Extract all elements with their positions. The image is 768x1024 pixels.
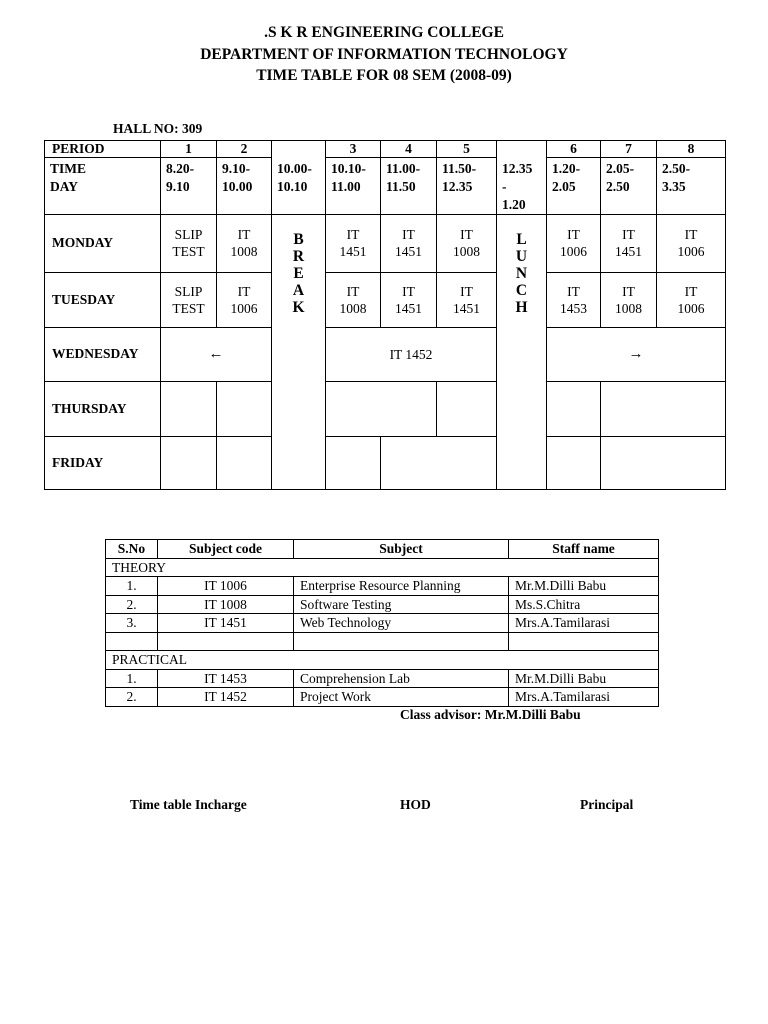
code-cell: IT 1452 (158, 688, 294, 707)
day-name: MONDAY (45, 214, 161, 272)
code-cell: IT 1453 (158, 669, 294, 688)
empty-cell (547, 381, 601, 436)
time-slot: 2.50- 3.35 (657, 158, 726, 215)
code-cell: IT 1451 (158, 614, 294, 633)
time-day-label (45, 158, 161, 215)
table-row (106, 595, 659, 614)
period-number: 1 (161, 141, 217, 158)
day-row-tuesday (45, 272, 726, 327)
empty-cell (161, 381, 217, 436)
day-row-wednesday (45, 327, 726, 381)
break-header-cell (272, 141, 326, 158)
left-arrow-icon: ← (161, 327, 272, 381)
period-label: PERIOD (45, 141, 161, 158)
empty-cell (601, 436, 726, 489)
lunch-column: L U N C H (497, 214, 547, 489)
lunch-time: 12.35 - 1.20 (497, 158, 547, 215)
code-cell: IT 1008 (158, 595, 294, 614)
subject-table-header (106, 540, 659, 559)
sno-cell: 1. (106, 669, 158, 688)
time-row (45, 158, 726, 215)
class-cell: IT 1006 (217, 272, 272, 327)
lunch-header-cell (497, 141, 547, 158)
class-cell: IT 1006 (657, 214, 726, 272)
class-cell: IT 1451 (381, 214, 437, 272)
class-cell: IT 1451 (381, 272, 437, 327)
signature-incharge: Time table Incharge (130, 797, 247, 812)
timetable-title: TIME TABLE FOR 08 SEM (2008-09) (256, 67, 512, 84)
empty-cell (547, 436, 601, 489)
class-cell: SLIP TEST (161, 272, 217, 327)
empty-cell (217, 436, 272, 489)
class-advisor: Class advisor: Mr.M.Dilli Babu (400, 707, 581, 722)
empty-cell (601, 381, 726, 436)
column-header: Subject (294, 540, 509, 559)
class-cell: IT 1008 (326, 272, 381, 327)
period-number: 4 (381, 141, 437, 158)
staff-cell: Mrs.A.Tamilarasi (509, 688, 659, 707)
sno-cell: 3. (106, 614, 158, 633)
day-name: TUESDAY (45, 272, 161, 327)
staff-cell: Mr.M.Dilli Babu (509, 669, 659, 688)
class-cell: IT 1008 (217, 214, 272, 272)
empty-cell (437, 381, 497, 436)
table-row (106, 614, 659, 633)
college-name: .S K R ENGINEERING COLLEGE (264, 24, 504, 41)
subject-cell: Comprehension Lab (294, 669, 509, 688)
class-cell: IT 1451 (326, 214, 381, 272)
time-slot: 11.00- 11.50 (381, 158, 437, 215)
sno-cell: 1. (106, 577, 158, 596)
class-cell: IT 1008 (601, 272, 657, 327)
column-header: Subject code (158, 540, 294, 559)
subject-cell: Project Work (294, 688, 509, 707)
staff-cell: Mrs.A.Tamilarasi (509, 614, 659, 633)
staff-cell: Mr.M.Dilli Babu (509, 577, 659, 596)
period-number: 2 (217, 141, 272, 158)
time-slot: 10.10- 11.00 (326, 158, 381, 215)
day-row-friday (45, 436, 726, 489)
class-cell: IT 1451 (601, 214, 657, 272)
table-row (106, 669, 659, 688)
empty-cell (381, 436, 497, 489)
class-cell: IT 1006 (657, 272, 726, 327)
table-row (106, 577, 659, 596)
period-number: 7 (601, 141, 657, 158)
column-header: S.No (106, 540, 158, 559)
empty-row (106, 632, 659, 651)
time-slot: 2.05- 2.50 (601, 158, 657, 215)
sno-cell: 2. (106, 688, 158, 707)
time-slot: 8.20- 9.10 (161, 158, 217, 215)
period-number: 6 (547, 141, 601, 158)
table-row (106, 688, 659, 707)
class-cell: IT 1006 (547, 214, 601, 272)
empty-cell (326, 436, 381, 489)
time-slot: 1.20- 2.05 (547, 158, 601, 215)
day-name: WEDNESDAY (45, 327, 161, 381)
timetable (44, 140, 726, 490)
class-cell: SLIP TEST (161, 214, 217, 272)
department-name: DEPARTMENT OF INFORMATION TECHNOLOGY (200, 46, 568, 63)
subject-cell: Web Technology (294, 614, 509, 633)
section-label: PRACTICAL (106, 651, 659, 670)
section-row-theory (106, 558, 659, 577)
column-header: Staff name (509, 540, 659, 559)
signature-principal: Principal (580, 797, 634, 812)
section-row-practical (106, 651, 659, 670)
day-name: FRIDAY (45, 436, 161, 489)
day-name: THURSDAY (45, 381, 161, 436)
subject-table (105, 539, 659, 707)
signature-hod: HOD (400, 797, 431, 812)
day-row-monday (45, 214, 726, 272)
class-cell: IT 1453 (547, 272, 601, 327)
period-number: 5 (437, 141, 497, 158)
right-arrow-icon: → (547, 327, 726, 381)
code-cell: IT 1006 (158, 577, 294, 596)
class-cell: IT 1451 (437, 272, 497, 327)
break-time: 10.00- 10.10 (272, 158, 326, 215)
empty-cell (326, 381, 437, 436)
period-number: 3 (326, 141, 381, 158)
period-number: 8 (657, 141, 726, 158)
staff-cell: Ms.S.Chitra (509, 595, 659, 614)
time-slot: 9.10- 10.00 (217, 158, 272, 215)
subject-cell: Enterprise Resource Planning (294, 577, 509, 596)
hall-number: HALL NO: 309 (113, 121, 203, 136)
section-label: THEORY (106, 558, 659, 577)
empty-cell (161, 436, 217, 489)
break-column: B R E A K (272, 214, 326, 489)
sno-cell: 2. (106, 595, 158, 614)
class-cell: IT 1008 (437, 214, 497, 272)
period-row (45, 141, 726, 158)
subject-cell: Software Testing (294, 595, 509, 614)
day-row-thursday (45, 381, 726, 436)
time-slot: 11.50- 12.35 (437, 158, 497, 215)
project-work-block: IT 1452 (326, 327, 497, 381)
time-label: TIME (50, 161, 87, 176)
empty-cell (217, 381, 272, 436)
day-label: DAY (50, 179, 79, 194)
